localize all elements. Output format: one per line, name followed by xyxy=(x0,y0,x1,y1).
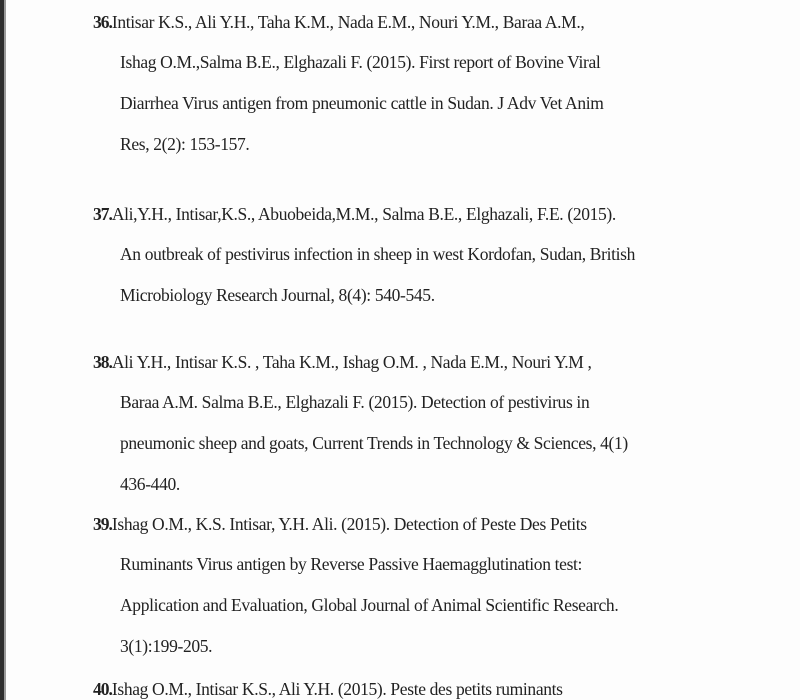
reference-text: Ishag O.M., K.S. Intisar, Y.H. Ali. (2015). Detection of Peste Des Petits xyxy=(111,514,587,534)
reference-number: 40. xyxy=(93,679,112,699)
reference-text: Intisar K.S., Ali Y.H., Taha K.M., Nada E.M., Nouri Y.M., Baraa A.M., xyxy=(111,12,585,32)
reference-number: 37. xyxy=(93,204,112,224)
reference-line xyxy=(93,342,592,382)
reference-number: 38. xyxy=(93,352,112,372)
reference-text: Ishag O.M., Intisar K.S., Ali Y.H. (2015). Peste des petits ruminants xyxy=(111,679,563,699)
reference-line xyxy=(93,669,563,700)
reference-number: 36. xyxy=(93,12,112,32)
reference-line: An outbreak of pestivirus infection in sheep in west Kordofan, Sudan, British xyxy=(120,244,635,264)
reference-line xyxy=(93,194,616,234)
reference-line: Ishag O.M.,Salma B.E., Elghazali F. (2015). First report of Bovine Viral xyxy=(120,52,601,72)
reference-line: pneumonic sheep and goats, Current Trends in Technology & Sciences, 4(1) xyxy=(120,433,628,453)
reference-line: 436-440. xyxy=(120,474,180,494)
reference-line xyxy=(93,504,587,544)
reference-text: Ali,Y.H., Intisar,K.S., Abuobeida,M.M., Salma B.E., Elghazali, F.E. (2015). xyxy=(111,204,616,224)
reference-line xyxy=(93,2,584,42)
reference-line: Diarrhea Virus antigen from pneumonic cattle in Sudan. J Adv Vet Anim xyxy=(120,93,604,113)
reference-line: Ruminants Virus antigen by Reverse Passive Haemagglutination test: xyxy=(120,554,583,574)
reference-number: 39. xyxy=(93,514,112,534)
reference-line: Application and Evaluation, Global Journal of Animal Scientific Research. xyxy=(120,595,619,615)
reference-text: Ali Y.H., Intisar K.S. , Taha K.M., Ishag O.M. , Nada E.M., Nouri Y.M , xyxy=(111,352,592,372)
reference-line: Res, 2(2): 153-157. xyxy=(120,134,250,154)
reference-line: Microbiology Research Journal, 8(4): 540-545. xyxy=(120,285,435,305)
reference-line: Baraa A.M. Salma B.E., Elghazali F. (2015). Detection of pestivirus in xyxy=(120,392,590,412)
reference-line: 3(1):199-205. xyxy=(120,636,213,656)
